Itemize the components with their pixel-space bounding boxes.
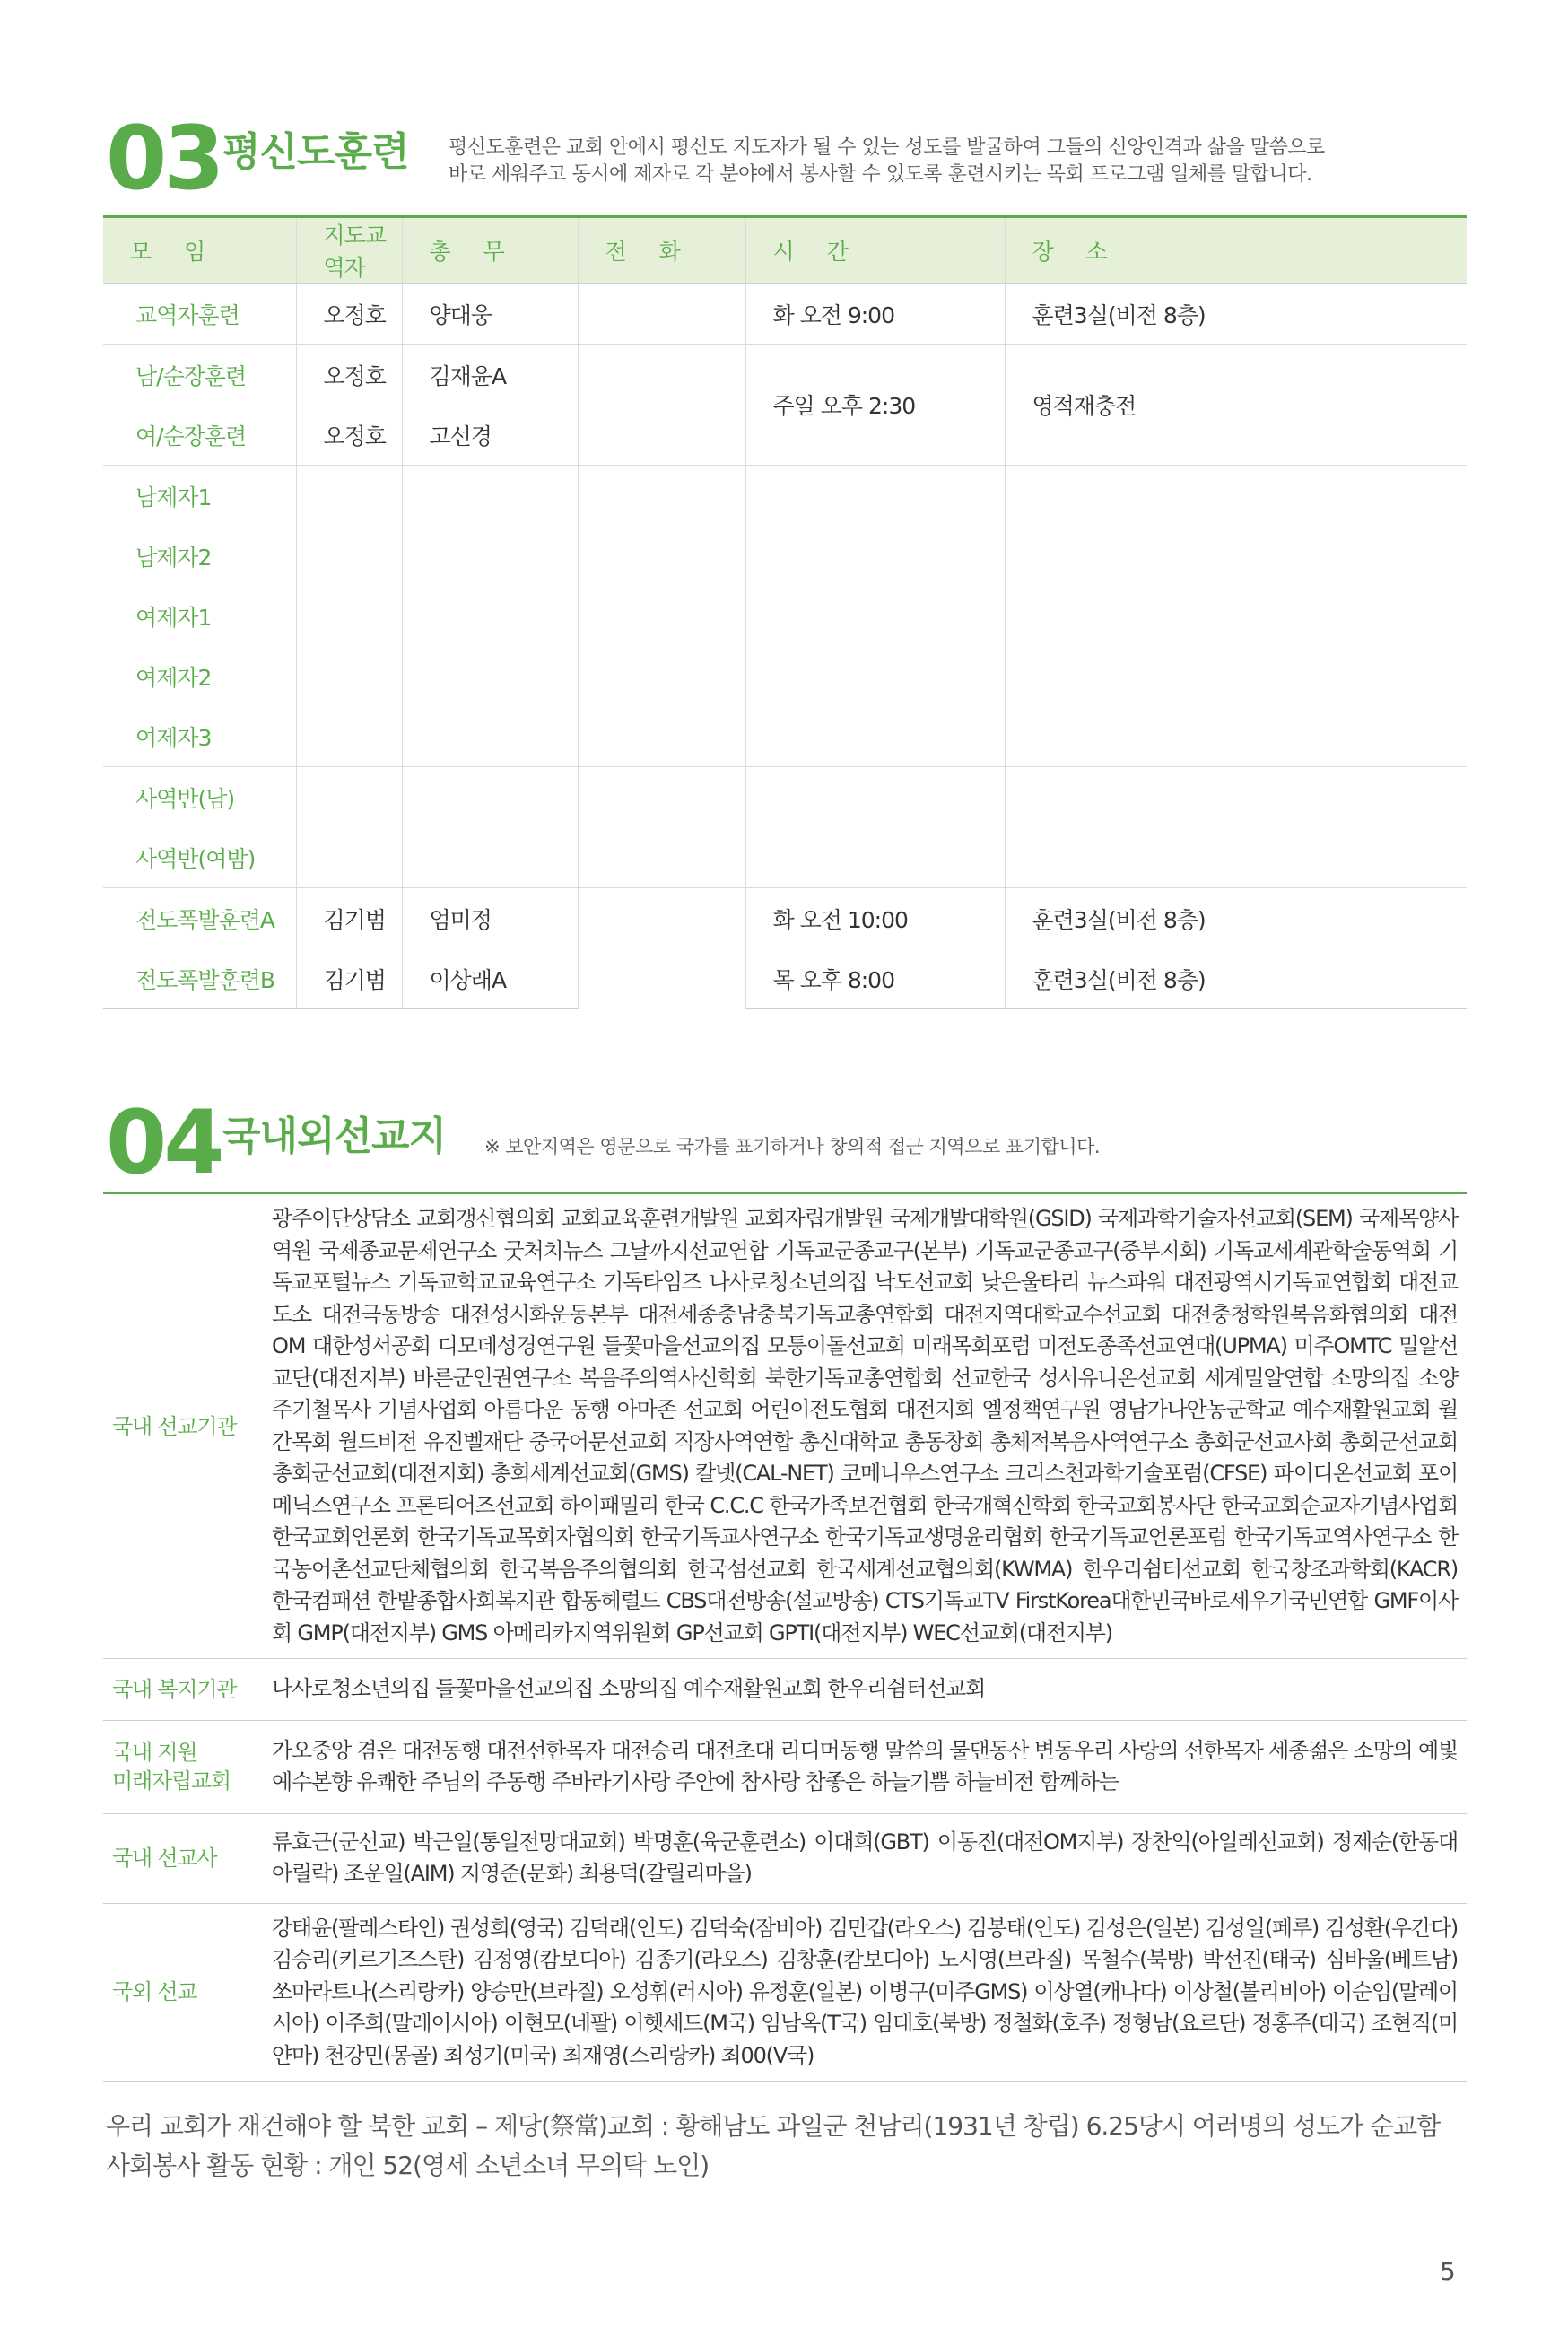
cell-leader: 김기범 bbox=[296, 948, 402, 1009]
cell-manager: 이상래A bbox=[402, 948, 578, 1009]
cell-group: 여제자3 bbox=[135, 724, 212, 751]
row-label: 국내 선교사 bbox=[103, 1813, 272, 1903]
row-label: 국내 복지기관 bbox=[103, 1659, 272, 1721]
cell-leader bbox=[296, 767, 402, 888]
section-04-number: 04 bbox=[106, 1092, 222, 1194]
section-03-description-line1: 평신도훈련은 교회 안에서 평신도 지도자가 될 수 있는 성도를 발굴하여 그들의 신앙인격과 삶을 말씀으로 bbox=[449, 136, 1325, 159]
page-number: 5 bbox=[1440, 2257, 1456, 2286]
mission-row-domestic-churches bbox=[103, 1720, 1467, 1813]
cell-group: 남제자2 bbox=[135, 544, 212, 571]
cell-time: 화 오전 10:00 bbox=[745, 888, 1005, 949]
missions-table bbox=[103, 1192, 1467, 2082]
row-content: 나사로청소년의집 들꽃마을선교의집 소망의집 예수재활원교회 한우리쉼터선교회 bbox=[272, 1659, 1467, 1721]
mission-row-domestic-missionaries bbox=[103, 1813, 1467, 1903]
cell-time bbox=[745, 466, 1005, 767]
row-content: 류효근(군선교) 박근일(통일전망대교회) 박명훈(육군훈련소) 이대희(GBT) 이동진(대전OM지부) 장찬익(아일레선교회) 정제순(한동대 아릴락) 조운일(AIM) 지영준(문화) 최용덕(갈릴리마을) bbox=[272, 1813, 1467, 1903]
row-label-line2: 미래자립교회 bbox=[112, 1768, 231, 1794]
cell-group: 남제자1 bbox=[103, 466, 296, 527]
mission-row-domestic-welfare bbox=[103, 1659, 1467, 1721]
cell-group: 사역반(여밤) bbox=[135, 845, 256, 872]
section-04-title: 국내외선교지 bbox=[222, 1113, 447, 1159]
cell-phone bbox=[578, 888, 745, 1009]
footer-note-line1: 우리 교회가 재건해야 할 북한 교회 – 제당(祭當)교회 : 황해남도 과일군 천남리(1931년 창립) 6.25당시 여러명의 성도가 순교함 bbox=[106, 2111, 1441, 2141]
section-03-description bbox=[449, 135, 1453, 188]
cell-phone bbox=[578, 466, 745, 767]
header-time: 시 간 bbox=[745, 217, 1005, 284]
cell-place: 훈련3실(비전 8층) bbox=[1005, 284, 1467, 345]
header-manager: 총 무 bbox=[402, 217, 578, 284]
cell-leader: 오정호 bbox=[296, 284, 402, 345]
cell-leader: 오정호 bbox=[296, 405, 402, 466]
section-03-number: 03 bbox=[106, 108, 222, 210]
cell-manager: 엄미정 bbox=[402, 888, 578, 949]
row-label bbox=[103, 1720, 272, 1813]
footer-note bbox=[106, 2107, 1440, 2186]
training-table bbox=[103, 215, 1467, 1009]
header-place: 장 소 bbox=[1005, 217, 1467, 284]
cell-group: 전도폭발훈련A bbox=[103, 888, 296, 949]
cell-manager: 양대웅 bbox=[402, 284, 578, 345]
table-row bbox=[103, 466, 1467, 527]
row-content: 가오중앙 겸은 대전동행 대전선한목자 대전승리 대전초대 리디머동행 말씀의 물댄동산 변동우리 사랑의 선한목자 세종젊은 소망의 예빛 예수본향 유쾌한 주님의 주동행 주바라기사랑 주안에 참사랑 참좋은 하늘기쁨 하늘비전 함께하는 bbox=[272, 1720, 1467, 1813]
cell-phone bbox=[578, 345, 745, 466]
row-label-line1: 국내 지원 bbox=[112, 1740, 197, 1765]
section-03-description-line2: 바로 세워주고 동시에 제자로 각 분야에서 봉사할 수 있도록 훈련시키는 목회 프로그램 일체를 말합니다. bbox=[449, 163, 1312, 186]
cell-group: 전도폭발훈련B bbox=[103, 948, 296, 1009]
cell-phone bbox=[578, 767, 745, 888]
row-content: 강태윤(팔레스타인) 권성희(영국) 김덕래(인도) 김덕숙(잠비아) 김만갑(라오스) 김봉태(인도) 김성은(일본) 김성일(페루) 김성환(우간다) 김승리(키르기즈스탄) 김정영(캄보디아) 김종기(라오스) 김창훈(캄보디아) 노시영(브라질) 목철수(북방) 박선진(태국) 심바울(베트남) 쏘마라트나(스리랑카) 양승만(브라질) 오성휘(러시아) 유정훈(일본) 이병구(미주GMS) 이상열(캐나다) 이상철(볼리비아) 이순임(말레이시아) 이주희(말레이시아) 이현모(네팔) 이헷세드(M국) 임남옥(T국) 임태호(북방) 정철화(호주) 정형남(요르단) 정홍주(태국) 조현직(미얀마) 천강민(몽골) 최성기(미국) 최재영(스리랑카) 최00(V국) bbox=[272, 1903, 1467, 2082]
cell-group: 여제자1 bbox=[135, 604, 212, 631]
table-header-row bbox=[103, 217, 1467, 284]
cell-group: 남/순장훈련 bbox=[103, 345, 296, 406]
cell-place: 훈련3실(비전 8층) bbox=[1005, 948, 1467, 1009]
cell-leader bbox=[296, 466, 402, 767]
cell-phone bbox=[578, 284, 745, 345]
footer-note-line2: 사회봉사 활동 현황 : 개인 52(영세 소년소녀 무의탁 노인) bbox=[106, 2151, 710, 2180]
section-04-note: ※ 보안지역은 영문으로 국가를 표기하거나 창의적 접근 지역으로 표기합니다. bbox=[484, 1136, 1101, 1157]
cell-group: 여제자2 bbox=[135, 664, 212, 691]
row-label: 국내 선교기관 bbox=[103, 1193, 272, 1659]
cell-manager bbox=[402, 767, 578, 888]
cell-time: 화 오전 9:00 bbox=[745, 284, 1005, 345]
row-content: 광주이단상담소 교회갱신협의회 교회교육훈련개발원 교회자립개발원 국제개발대학원(GSID) 국제과학기술자선교회(SEM) 국제목양사역원 국제종교문제연구소 굿처치뉴스 그날까지선교연합 기독교군종교구(본부) 기독교군종교구(중부지회) 기독교세계관학술동역회 기독교포털뉴스 기독교학교교육연구소 기독타임즈 나사로청소년의집 낙도선교회 낮은울타리 뉴스파워 대전광역시기독교연합회 대전교도소 대전극동방송 대전성시화운동본부 대전세종충남충북기독교총연합회 대전지역대학교수선교회 대전충청학원복음화협의회 대전OM 대한성서공회 디모데성경연구원 들꽃마을선교의집 모퉁이돌선교회 미래목회포럼 미전도종족선교연대(UPMA) 미주OMTC 밀알선교단(대전지부) 바른군인권연구소 복음주의역사신학회 북한기독교총연합회 선교한국 성서유니온선교회 세계밀알연합 소망의집 소양 주기철목사 기념사업회 아름다운 동행 아마존 선교회 어린이전도협회 대전지회 엘정책연구원 영남가나안농군학교 예수재활원교회 월간목회 월드비전 유진벨재단 중국어문선교회 직장사역연합 총신대학교 총동창회 총체적복음사역연구소 총회군선교사회 총회군선교회 총회군선교회(대전지회) 총회세계선교회(GMS) 칼넷(CAL-NET) 코메니우스연구소 크리스천과학기술포럼(CFSE) 파이디온선교회 포이메닉스연구소 프론티어즈선교회 하이패밀리 한국 C.C.C 한국가족보건협회 한국개혁신학회 한국교회봉사단 한국교회순교자기념사업회 한국교회언론회 한국기독교목회자협의회 한국기독교사연구소 한국기독교생명윤리협회 한국기독교언론포럼 한국기독교역사연구소 한국농어촌선교단체협의회 한국복음주의협의회 한국섬선교회 한국세계선교협의회(KWMA) 한우리쉼터선교회 한국창조과학회(KACR) 한국컴패션 한밭종합사회복지관 합동헤럴드 CBS대전방송(설교방송) CTS기독교TV FirstKorea대한민국바로세우기국민연합 GMF이사회 GMP(대전지부) GMS 아메리카지역위원회 GP선교회 GPTI(대전지부) WEC선교회(대전지부) bbox=[272, 1193, 1467, 1659]
cell-manager: 고선경 bbox=[402, 405, 578, 466]
table-row bbox=[103, 948, 1467, 1009]
cell-group: 교역자훈련 bbox=[135, 301, 240, 328]
cell-leader: 김기범 bbox=[296, 888, 402, 949]
cell-place: 영적재충전 bbox=[1005, 345, 1467, 466]
cell-group: 사역반(남) bbox=[103, 767, 296, 828]
cell-time: 목 오후 8:00 bbox=[745, 948, 1005, 1009]
cell-time: 주일 오후 2:30 bbox=[745, 345, 1005, 466]
header-group: 모 임 bbox=[103, 217, 296, 284]
cell-manager: 김재윤A bbox=[402, 345, 578, 406]
section-03-title: 평신도훈련 bbox=[222, 129, 409, 175]
header-phone: 전 화 bbox=[578, 217, 745, 284]
cell-place: 훈련3실(비전 8층) bbox=[1005, 888, 1467, 949]
cell-leader: 오정호 bbox=[296, 345, 402, 406]
header-leader: 지도교역자 bbox=[296, 217, 402, 284]
row-label: 국외 선교 bbox=[103, 1903, 272, 2082]
cell-time bbox=[745, 767, 1005, 888]
mission-row-overseas bbox=[103, 1903, 1467, 2082]
table-row bbox=[103, 284, 1467, 345]
table-row bbox=[103, 888, 1467, 949]
cell-manager bbox=[402, 466, 578, 767]
cell-place bbox=[1005, 466, 1467, 767]
cell-group: 여/순장훈련 bbox=[135, 423, 247, 450]
cell-place bbox=[1005, 767, 1467, 888]
mission-row-domestic-orgs bbox=[103, 1193, 1467, 1659]
table-row bbox=[103, 345, 1467, 406]
table-row bbox=[103, 767, 1467, 828]
